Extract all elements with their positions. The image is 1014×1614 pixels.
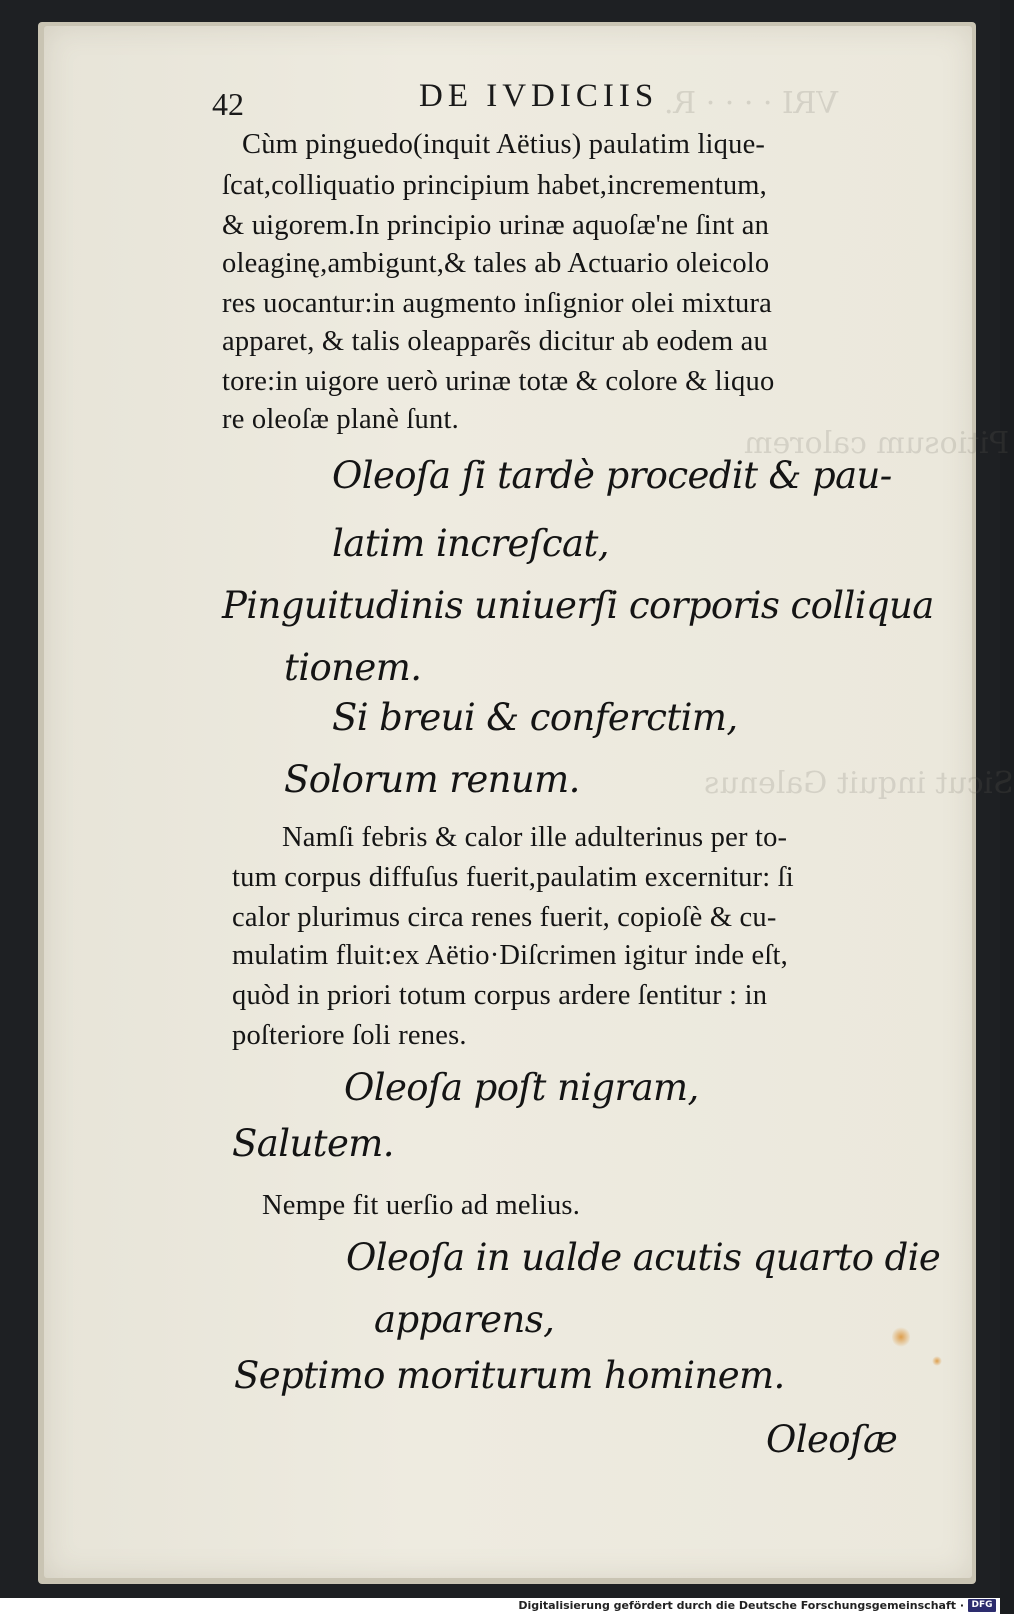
text-line: ſcat,colliquatio principium habet,incrementum, [222, 170, 767, 201]
aphorism-line: Si breui & conferctim, [332, 696, 738, 739]
aphorism-line: tionem. [284, 646, 422, 689]
aphorism-line: Oleoſa ſi tardè procedit & pau- [332, 454, 892, 497]
aphorism-line: latim increſcat, [332, 522, 609, 565]
text-line: re oleoſæ planè ſunt. [222, 404, 459, 435]
text-line: Nempe fit uerſio ad melius. [262, 1190, 581, 1221]
aphorism-line: Pinguitudinis uniuerſi corporis colliqua [222, 584, 934, 627]
aphorism-line: apparens, [374, 1298, 555, 1341]
text-line: poſteriore ſoli renes. [232, 1020, 467, 1051]
page-number: 42 [212, 86, 244, 122]
bleed-through: Pitiosum calorem [744, 426, 1010, 461]
text-line: oleaginę,ambigunt,& tales ab Actuario oleicolo [222, 248, 770, 279]
bleed-through: VRI · · · · R. [664, 86, 839, 121]
book-page [44, 26, 1014, 1578]
text-line: res uocantur:in augmento inſignior olei mixtura [222, 288, 772, 319]
aphorism-line: Septimo moriturum hominem. [234, 1354, 785, 1397]
text-line: tore:in uigore uerò urinæ totæ & colore & liquo [222, 366, 775, 397]
footer-bar [0, 1598, 1000, 1614]
text-line: tum corpus diffuſus fuerit,paulatim excernitur: ſi [232, 862, 794, 893]
aphorism-line: Solorum renum. [284, 758, 580, 801]
text-line: Cùm pinguedo(inquit Aëtius) paulatim lique- [242, 129, 766, 160]
catchword: Oleoſæ [766, 1418, 898, 1461]
aphorism-line: Oleoſa poſt nigram, [344, 1066, 699, 1109]
paper-stain [932, 1356, 942, 1366]
text-line: calor plurimus circa renes fuerit, copioſè & cu- [232, 902, 777, 933]
dfg-logo-icon: DFG [968, 1599, 996, 1612]
text-line: Namſi febris & calor ille adulterinus per to- [282, 822, 788, 853]
aphorism-line: Oleoſa in ualde acutis quarto die [346, 1236, 941, 1279]
running-header: DE IVDICIIS [419, 78, 659, 114]
text-line: & uigorem.In principio urinæ aquoſæ'ne ſint an [222, 210, 770, 241]
text-line: mulatim fluit:ex Aëtio·Diſcrimen igitur inde eſt, [232, 940, 788, 971]
footer-credit: Digitalisierung gefördert durch die Deutsche Forschungsgemeinschaft · [518, 1599, 964, 1612]
aphorism-line: Salutem. [232, 1122, 394, 1165]
bleed-through: Sicut inquit Galenus [704, 766, 1014, 801]
text-line: apparet, & talis oleapparẽs dicitur ab eodem au [222, 326, 768, 357]
text-line: quòd in priori totum corpus ardere ſentitur : in [232, 980, 768, 1011]
paper-stain [892, 1326, 910, 1348]
